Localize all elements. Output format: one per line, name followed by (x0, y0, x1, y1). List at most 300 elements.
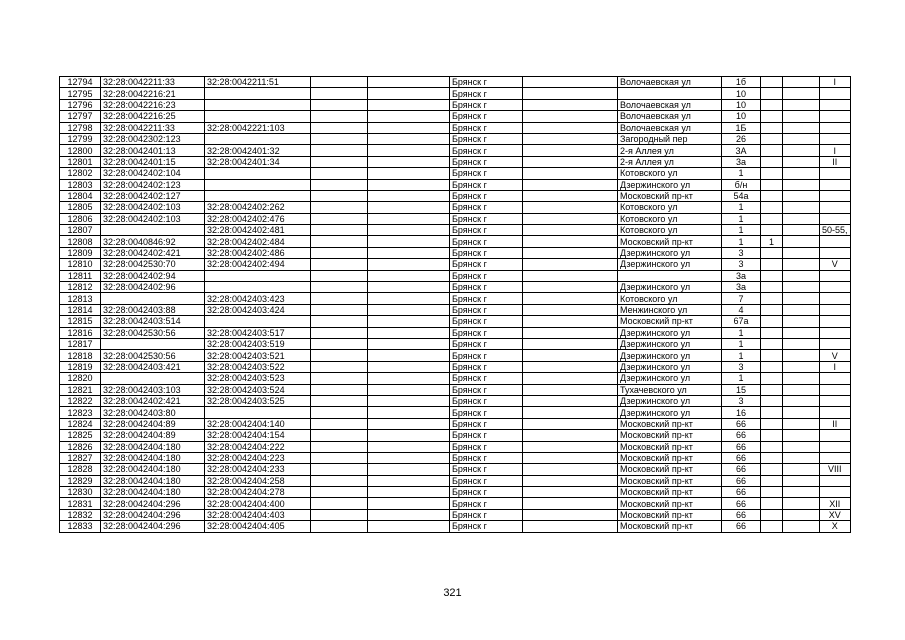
cell-col-11 (783, 293, 820, 304)
cell-city: Брянск г (450, 304, 523, 315)
cell-building-cadastral-number (205, 133, 311, 144)
cell-cadastral-number: 32:28:0042401:15 (101, 156, 205, 167)
cell-house-number: 1 (722, 373, 761, 384)
cell-room-number: II (820, 418, 851, 429)
cell-col-5 (368, 452, 450, 463)
cell-room-number (820, 430, 851, 441)
cell-col-5 (368, 361, 450, 372)
cell-col-10 (761, 77, 783, 88)
table-row (60, 316, 851, 327)
cell-col-10 (761, 316, 783, 327)
cell-col-4 (311, 156, 368, 167)
cell-row-number: 12816 (60, 327, 101, 338)
cell-city: Брянск г (450, 202, 523, 213)
cell-col-11 (783, 190, 820, 201)
cell-col-5 (368, 304, 450, 315)
cell-house-number: 66 (722, 498, 761, 509)
cell-col-5 (368, 213, 450, 224)
cell-building-cadastral-number: 32:28:0042401:34 (205, 156, 311, 167)
cell-room-number (820, 373, 851, 384)
cell-col-11 (783, 179, 820, 190)
cell-city: Брянск г (450, 373, 523, 384)
cell-street: Дзержинского ул (618, 350, 722, 361)
cell-room-number: XV (820, 509, 851, 520)
cell-col-11 (783, 156, 820, 167)
cell-col-4 (311, 418, 368, 429)
table-row (60, 270, 851, 281)
cell-cadastral-number: 32:28:0042530:70 (101, 259, 205, 270)
cell-cadastral-number: 32:28:0042211:33 (101, 122, 205, 133)
cell-street (618, 88, 722, 99)
cell-city: Брянск г (450, 521, 523, 532)
cell-col-4 (311, 202, 368, 213)
cell-row-number: 12829 (60, 475, 101, 486)
cell-col-11 (783, 441, 820, 452)
cell-city: Брянск г (450, 111, 523, 122)
cell-building-cadastral-number (205, 407, 311, 418)
cell-col-5 (368, 145, 450, 156)
cell-cadastral-number: 32:28:0042403:421 (101, 361, 205, 372)
cell-col-5 (368, 247, 450, 258)
cell-room-number: I (820, 361, 851, 372)
cell-building-cadastral-number: 32:28:0042403:424 (205, 304, 311, 315)
table-row (60, 168, 851, 179)
cell-col-11 (783, 122, 820, 133)
cell-col-5 (368, 441, 450, 452)
cell-street: Котовского ул (618, 202, 722, 213)
cell-room-number (820, 293, 851, 304)
cell-row-number: 12801 (60, 156, 101, 167)
cell-col-11 (783, 316, 820, 327)
cell-col-4 (311, 475, 368, 486)
cell-col-5 (368, 156, 450, 167)
cell-street: 2-я Аллея ул (618, 156, 722, 167)
cell-row-number: 12808 (60, 236, 101, 247)
cell-building-cadastral-number (205, 316, 311, 327)
cell-col-5 (368, 475, 450, 486)
cell-col-10 (761, 487, 783, 498)
cell-cadastral-number (101, 373, 205, 384)
cell-city: Брянск г (450, 327, 523, 338)
cell-room-number (820, 304, 851, 315)
cell-row-number: 12831 (60, 498, 101, 509)
cell-building-cadastral-number (205, 99, 311, 110)
cell-city: Брянск г (450, 190, 523, 201)
table-row (60, 361, 851, 372)
cell-room-number (820, 316, 851, 327)
cell-building-cadastral-number: 32:28:0042404:140 (205, 418, 311, 429)
cell-col-4 (311, 190, 368, 201)
cell-building-cadastral-number: 32:28:0042404:403 (205, 509, 311, 520)
cell-cadastral-number: 32:28:0042530:56 (101, 327, 205, 338)
cell-cadastral-number (101, 293, 205, 304)
cell-cadastral-number: 32:28:0042404:180 (101, 464, 205, 475)
cell-building-cadastral-number: 32:28:0042402:262 (205, 202, 311, 213)
cell-house-number: 4 (722, 304, 761, 315)
cell-room-number (820, 99, 851, 110)
cell-city: Брянск г (450, 213, 523, 224)
table-row (60, 452, 851, 463)
cell-col-5 (368, 464, 450, 475)
table-row (60, 122, 851, 133)
cell-building-cadastral-number: 32:28:0042403:521 (205, 350, 311, 361)
cell-cadastral-number: 32:28:0042216:21 (101, 88, 205, 99)
cell-row-number: 12794 (60, 77, 101, 88)
cell-cadastral-number: 32:28:0042211:33 (101, 77, 205, 88)
cell-city: Брянск г (450, 88, 523, 99)
cell-house-number: 1 (722, 213, 761, 224)
cell-col-10 (761, 304, 783, 315)
cell-col-11 (783, 133, 820, 144)
cell-street: Волочаевская ул (618, 122, 722, 133)
cell-street: Тухачевского ул (618, 384, 722, 395)
cell-street: Дзержинского ул (618, 327, 722, 338)
cell-street: Московский пр-кт (618, 441, 722, 452)
cell-col-7 (523, 99, 618, 110)
cell-room-number: II (820, 156, 851, 167)
table-row (60, 464, 851, 475)
cell-col-7 (523, 179, 618, 190)
cell-col-10 (761, 293, 783, 304)
cell-col-11 (783, 498, 820, 509)
cell-house-number: 10 (722, 88, 761, 99)
cell-col-7 (523, 259, 618, 270)
cell-col-10 (761, 190, 783, 201)
cell-city: Брянск г (450, 259, 523, 270)
cell-street: Волочаевская ул (618, 99, 722, 110)
cell-col-7 (523, 247, 618, 258)
cell-cadastral-number: 32:28:0042404:296 (101, 521, 205, 532)
cell-col-4 (311, 521, 368, 532)
cell-col-7 (523, 156, 618, 167)
cell-row-number: 12826 (60, 441, 101, 452)
cell-building-cadastral-number: 32:28:0042403:517 (205, 327, 311, 338)
cell-cadastral-number: 32:28:0042402:103 (101, 213, 205, 224)
cell-col-4 (311, 464, 368, 475)
cell-col-7 (523, 430, 618, 441)
cell-house-number: 3а (722, 270, 761, 281)
cell-col-11 (783, 464, 820, 475)
cell-building-cadastral-number: 32:28:0042404:223 (205, 452, 311, 463)
cell-col-11 (783, 327, 820, 338)
cell-col-5 (368, 133, 450, 144)
cell-city: Брянск г (450, 418, 523, 429)
cell-cadastral-number: 32:28:0042402:127 (101, 190, 205, 201)
cell-col-4 (311, 361, 368, 372)
page-number: 321 (443, 587, 462, 599)
cell-col-4 (311, 293, 368, 304)
cell-city: Брянск г (450, 225, 523, 236)
cell-house-number: 3 (722, 395, 761, 406)
cell-col-7 (523, 111, 618, 122)
cell-cadastral-number: 32:28:0042216:23 (101, 99, 205, 110)
cell-col-10 (761, 407, 783, 418)
cell-col-7 (523, 487, 618, 498)
cell-col-5 (368, 168, 450, 179)
cell-col-10 (761, 350, 783, 361)
cell-col-11 (783, 487, 820, 498)
cell-house-number: 3а (722, 282, 761, 293)
cell-row-number: 12822 (60, 395, 101, 406)
table-row (60, 247, 851, 258)
cell-house-number: 54а (722, 190, 761, 201)
table-row (60, 327, 851, 338)
cell-row-number: 12824 (60, 418, 101, 429)
cell-room-number (820, 452, 851, 463)
cell-col-5 (368, 350, 450, 361)
cell-street: Московский пр-кт (618, 509, 722, 520)
cell-col-10 (761, 225, 783, 236)
cell-house-number: 1 (722, 350, 761, 361)
cell-house-number: 67а (722, 316, 761, 327)
cell-house-number: 26 (722, 133, 761, 144)
cell-col-4 (311, 236, 368, 247)
cell-col-4 (311, 133, 368, 144)
cell-col-7 (523, 373, 618, 384)
cell-city: Брянск г (450, 395, 523, 406)
cell-cadastral-number: 32:28:0042403:88 (101, 304, 205, 315)
cell-room-number (820, 327, 851, 338)
cell-city: Брянск г (450, 464, 523, 475)
table-row (60, 111, 851, 122)
cell-house-number: 3 (722, 247, 761, 258)
cell-col-4 (311, 304, 368, 315)
cell-room-number (820, 213, 851, 224)
table-row (60, 77, 851, 88)
cell-room-number: I (820, 77, 851, 88)
cell-house-number: 15 (722, 384, 761, 395)
cell-cadastral-number: 32:28:0042403:514 (101, 316, 205, 327)
cell-cadastral-number: 32:28:0042404:180 (101, 441, 205, 452)
cell-row-number: 12830 (60, 487, 101, 498)
cell-col-10 (761, 133, 783, 144)
cell-col-7 (523, 395, 618, 406)
cell-col-7 (523, 202, 618, 213)
cell-house-number: 10 (722, 99, 761, 110)
cell-house-number: 10 (722, 111, 761, 122)
cell-col-11 (783, 338, 820, 349)
cell-cadastral-number: 32:28:0042402:96 (101, 282, 205, 293)
cell-row-number: 12803 (60, 179, 101, 190)
cell-row-number: 12800 (60, 145, 101, 156)
cell-col-5 (368, 338, 450, 349)
cell-cadastral-number: 32:28:0042404:296 (101, 498, 205, 509)
cell-col-4 (311, 350, 368, 361)
cell-building-cadastral-number (205, 168, 311, 179)
cell-city: Брянск г (450, 168, 523, 179)
cell-street (618, 270, 722, 281)
cell-col-5 (368, 179, 450, 190)
cell-col-10 (761, 475, 783, 486)
cell-row-number: 12796 (60, 99, 101, 110)
cell-room-number: VIII (820, 464, 851, 475)
cell-col-4 (311, 487, 368, 498)
cell-row-number: 12804 (60, 190, 101, 201)
cell-room-number (820, 122, 851, 133)
cell-city: Брянск г (450, 407, 523, 418)
cell-col-11 (783, 213, 820, 224)
cell-col-11 (783, 418, 820, 429)
cell-row-number: 12795 (60, 88, 101, 99)
cell-col-10 (761, 361, 783, 372)
cell-col-11 (783, 361, 820, 372)
cell-street: Котовского ул (618, 293, 722, 304)
cell-col-10 (761, 452, 783, 463)
cell-building-cadastral-number (205, 179, 311, 190)
cell-city: Брянск г (450, 122, 523, 133)
cell-room-number (820, 441, 851, 452)
cell-col-4 (311, 88, 368, 99)
cell-cadastral-number: 32:28:0042402:123 (101, 179, 205, 190)
cell-col-10 (761, 338, 783, 349)
cell-col-7 (523, 316, 618, 327)
cell-col-10 (761, 99, 783, 110)
cell-col-4 (311, 122, 368, 133)
table-row (60, 259, 851, 270)
cell-street: Дзержинского ул (618, 338, 722, 349)
table-row (60, 498, 851, 509)
cell-col-5 (368, 498, 450, 509)
cell-col-7 (523, 293, 618, 304)
cell-building-cadastral-number: 32:28:0042404:400 (205, 498, 311, 509)
cell-street: Московский пр-кт (618, 430, 722, 441)
cell-house-number: 16 (722, 407, 761, 418)
cell-city: Брянск г (450, 179, 523, 190)
cell-building-cadastral-number: 32:28:0042402:494 (205, 259, 311, 270)
cell-col-5 (368, 327, 450, 338)
cell-cadastral-number: 32:28:0042401:13 (101, 145, 205, 156)
cell-street: Котовского ул (618, 225, 722, 236)
table-row (60, 213, 851, 224)
table-row (60, 487, 851, 498)
cell-city: Брянск г (450, 452, 523, 463)
cell-col-5 (368, 521, 450, 532)
cell-col-4 (311, 384, 368, 395)
table-row (60, 430, 851, 441)
cell-col-7 (523, 464, 618, 475)
cell-street: Московский пр-кт (618, 452, 722, 463)
cell-cadastral-number: 32:28:0042402:421 (101, 395, 205, 406)
cell-city: Брянск г (450, 282, 523, 293)
cell-col-5 (368, 190, 450, 201)
cell-building-cadastral-number: 32:28:0042403:525 (205, 395, 311, 406)
cell-row-number: 12810 (60, 259, 101, 270)
cell-col-11 (783, 247, 820, 258)
cell-city: Брянск г (450, 293, 523, 304)
cell-row-number: 12811 (60, 270, 101, 281)
cell-col-5 (368, 99, 450, 110)
cell-city: Брянск г (450, 509, 523, 520)
cell-col-11 (783, 373, 820, 384)
cell-city: Брянск г (450, 145, 523, 156)
cell-city: Брянск г (450, 441, 523, 452)
cell-col-4 (311, 373, 368, 384)
cell-city: Брянск г (450, 498, 523, 509)
cell-cadastral-number: 32:28:0042404:89 (101, 418, 205, 429)
cell-city: Брянск г (450, 384, 523, 395)
cell-cadastral-number (101, 225, 205, 236)
cell-house-number: 1 (722, 338, 761, 349)
cell-row-number: 12812 (60, 282, 101, 293)
cell-street: Московский пр-кт (618, 418, 722, 429)
cell-house-number: 3а (722, 156, 761, 167)
table-row (60, 418, 851, 429)
cell-col-10 (761, 122, 783, 133)
cell-col-7 (523, 384, 618, 395)
cell-city: Брянск г (450, 156, 523, 167)
cell-col-5 (368, 395, 450, 406)
table-row (60, 282, 851, 293)
table-row (60, 441, 851, 452)
cell-col-11 (783, 521, 820, 532)
cell-col-5 (368, 236, 450, 247)
table-row (60, 190, 851, 201)
cell-building-cadastral-number: 32:28:0042404:233 (205, 464, 311, 475)
cell-street: Дзержинского ул (618, 179, 722, 190)
cell-building-cadastral-number: 32:28:0042221:103 (205, 122, 311, 133)
cell-cadastral-number: 32:28:0042403:103 (101, 384, 205, 395)
cell-col-11 (783, 407, 820, 418)
cell-street: Московский пр-кт (618, 487, 722, 498)
cell-building-cadastral-number (205, 190, 311, 201)
cell-col-4 (311, 441, 368, 452)
cell-cadastral-number: 32:28:0042402:94 (101, 270, 205, 281)
cell-cadastral-number: 32:28:0042402:421 (101, 247, 205, 258)
cell-col-7 (523, 213, 618, 224)
cell-building-cadastral-number: 32:28:0042401:32 (205, 145, 311, 156)
cell-col-7 (523, 441, 618, 452)
cell-row-number: 12823 (60, 407, 101, 418)
cell-col-5 (368, 487, 450, 498)
table-row (60, 350, 851, 361)
table-row (60, 225, 851, 236)
cell-building-cadastral-number: 32:28:0042404:222 (205, 441, 311, 452)
cell-city: Брянск г (450, 99, 523, 110)
cell-col-5 (368, 225, 450, 236)
cell-street: Загородный пер (618, 133, 722, 144)
cell-col-10 (761, 441, 783, 452)
cell-col-4 (311, 395, 368, 406)
cell-col-4 (311, 407, 368, 418)
cell-house-number: 66 (722, 441, 761, 452)
cell-col-10 (761, 145, 783, 156)
cell-cadastral-number: 32:28:0042404:180 (101, 487, 205, 498)
cell-col-10 (761, 213, 783, 224)
table-row (60, 304, 851, 315)
cell-city: Брянск г (450, 270, 523, 281)
cell-room-number (820, 247, 851, 258)
cell-room-number: X (820, 521, 851, 532)
cell-row-number: 12806 (60, 213, 101, 224)
cell-col-4 (311, 338, 368, 349)
cell-room-number: V (820, 259, 851, 270)
cell-cadastral-number: 32:28:0042404:89 (101, 430, 205, 441)
cell-col-10 (761, 259, 783, 270)
cell-row-number: 12797 (60, 111, 101, 122)
cell-row-number: 12827 (60, 452, 101, 463)
cell-col-7 (523, 282, 618, 293)
cell-col-7 (523, 338, 618, 349)
cell-city: Брянск г (450, 350, 523, 361)
cell-col-10 (761, 464, 783, 475)
cell-col-4 (311, 168, 368, 179)
cell-col-10 (761, 498, 783, 509)
cell-city: Брянск г (450, 475, 523, 486)
cell-house-number: 66 (722, 487, 761, 498)
cell-col-10 (761, 418, 783, 429)
cell-col-4 (311, 498, 368, 509)
cell-house-number: б/н (722, 179, 761, 190)
